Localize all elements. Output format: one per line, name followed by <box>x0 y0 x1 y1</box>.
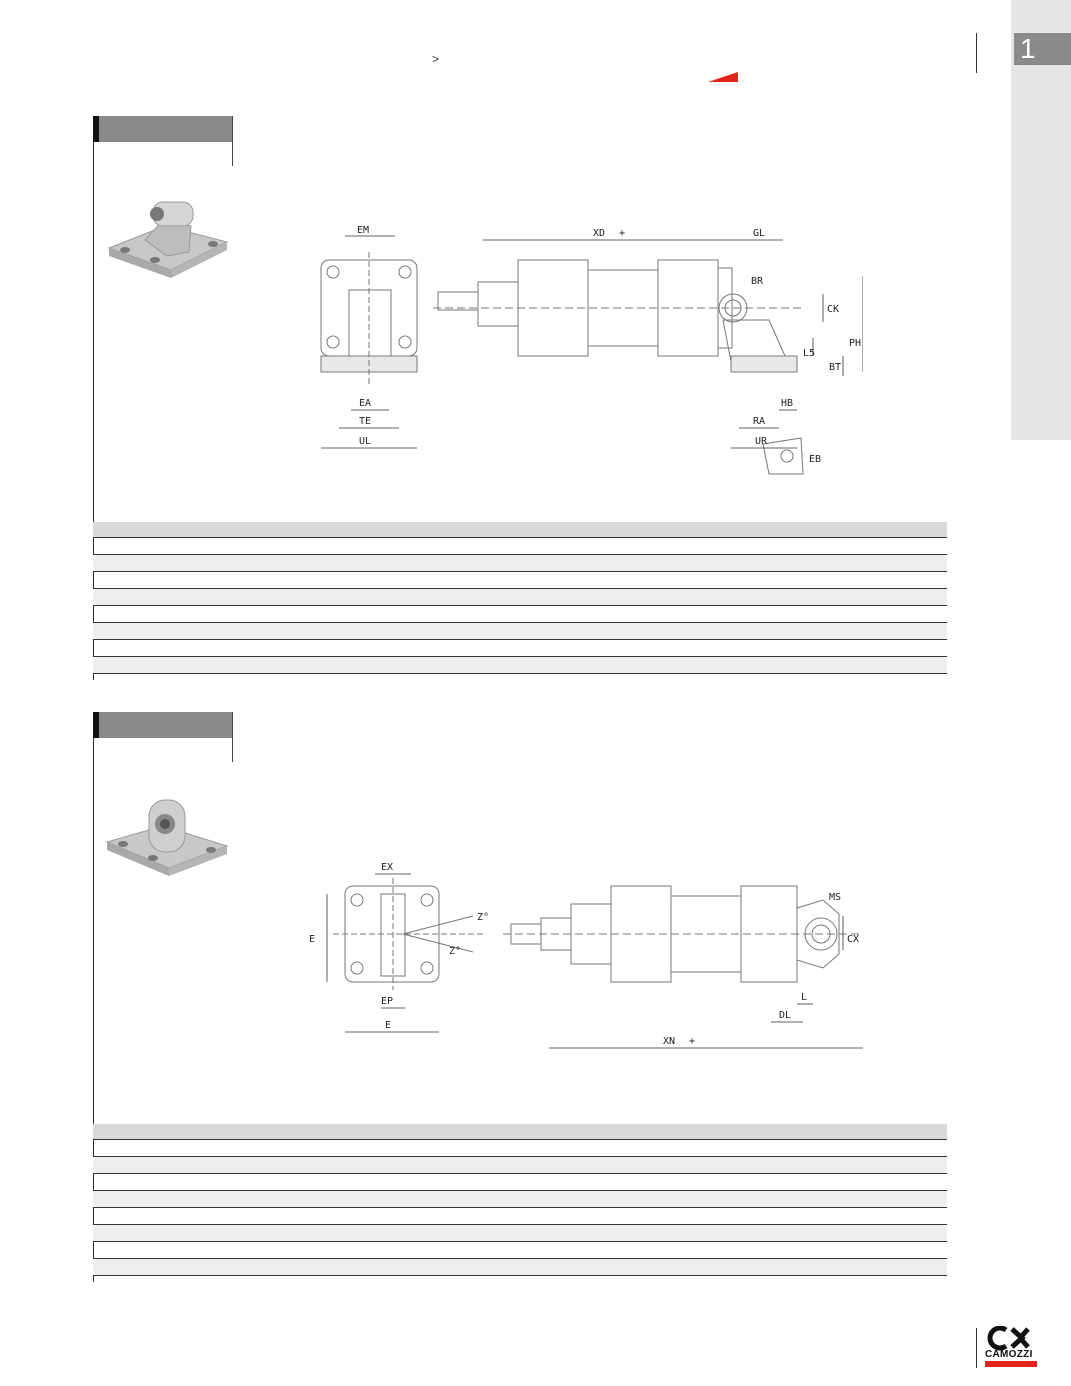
dim-te: TE <box>359 416 372 427</box>
section-1-product-photo <box>105 196 235 286</box>
dim-dl: DL <box>779 1010 792 1021</box>
section-1-technical-drawing <box>303 216 863 501</box>
footer-divider <box>976 1328 977 1368</box>
table-row <box>93 1140 947 1157</box>
table-row <box>93 1259 947 1276</box>
section-1-table <box>93 522 947 674</box>
brand-name: CAMOZZI <box>985 1349 1033 1360</box>
dim-ep: EP <box>381 996 394 1007</box>
table-row <box>93 623 947 640</box>
breadcrumb-separator: > <box>432 52 440 66</box>
dim-ex: EX <box>381 862 394 873</box>
dim-ul: UL <box>359 436 372 447</box>
section-2 <box>93 712 947 1282</box>
table-row <box>93 589 947 606</box>
section-1-header-rule <box>232 116 233 166</box>
dim-z-bottom: Z° <box>449 946 462 957</box>
section-1-header-bar <box>93 116 233 142</box>
table-row <box>93 1208 947 1225</box>
section-2-table <box>93 1124 947 1276</box>
chapter-number: 1 <box>1014 33 1071 65</box>
dim-l5: L5 <box>803 348 816 359</box>
dim-l: L <box>801 992 808 1003</box>
dim-hb: HB <box>781 398 794 409</box>
table-row <box>93 1174 947 1191</box>
dim-xn-plus: + <box>689 1036 696 1047</box>
brand-accent-bar <box>985 1361 1037 1367</box>
table-row <box>93 640 947 657</box>
dim-ea: EA <box>359 398 372 409</box>
section-2-technical-drawing <box>303 850 863 1060</box>
dim-br: BR <box>751 276 764 287</box>
dim-gl: GL <box>753 228 766 239</box>
dim-xn: XN <box>663 1036 676 1047</box>
table-header-row <box>93 522 947 538</box>
section-1 <box>93 116 947 680</box>
dim-cx: CX <box>847 934 860 945</box>
section-2-header-rule <box>232 712 233 762</box>
dim-xd: XD <box>593 228 606 239</box>
dim-ms: MS <box>829 892 842 903</box>
dim-em: EM <box>357 225 370 236</box>
dim-ck: CK <box>827 304 840 315</box>
table-row <box>93 1157 947 1174</box>
table-row <box>93 606 947 623</box>
table-row <box>93 657 947 674</box>
table-row <box>93 538 947 555</box>
table-row <box>93 572 947 589</box>
dim-z-top: Z° <box>477 912 490 923</box>
table-header-row <box>93 1124 947 1140</box>
dim-e-bottom: E <box>385 1020 392 1031</box>
table-row <box>93 555 947 572</box>
table-row <box>93 1225 947 1242</box>
section-2-header-bar <box>93 712 233 738</box>
dim-ur: UR <box>755 436 768 447</box>
table-row <box>93 1242 947 1259</box>
section-2-product-photo <box>105 796 235 886</box>
dim-e-side: E <box>309 934 316 945</box>
dim-xd-plus: + <box>619 228 626 239</box>
dim-bt: BT <box>829 362 842 373</box>
chapter-side-tab <box>1011 0 1071 440</box>
dim-ra: RA <box>753 416 766 427</box>
accent-triangle <box>708 72 738 82</box>
table-row <box>93 1191 947 1208</box>
header-divider <box>976 33 977 73</box>
dim-ph: PH <box>849 338 862 349</box>
dim-eb: EB <box>809 454 822 465</box>
